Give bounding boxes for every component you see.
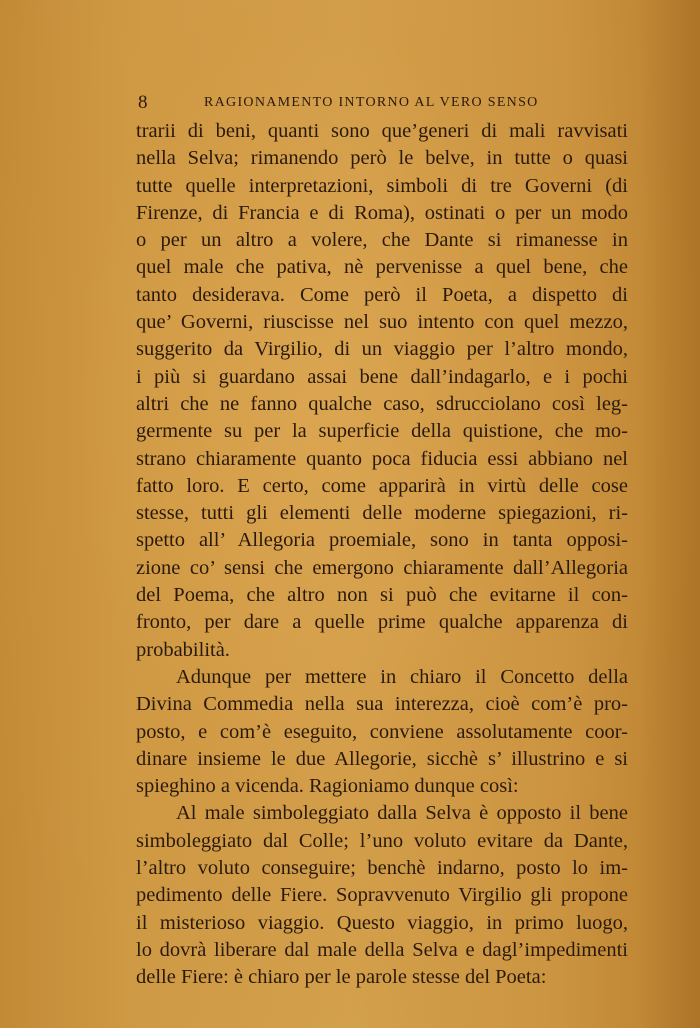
text-line: germente su per la superficie della quistione, che mo- — [136, 420, 628, 443]
running-head: RAGIONAMENTO INTORNO AL VERO SENSO — [204, 95, 539, 110]
paragraph-first-line: Al male simboleggiato dalla Selva è opposto il bene — [176, 802, 628, 825]
text-line: il misterioso viaggio. Questo viaggio, in primo luogo, — [136, 911, 628, 934]
text-line: fatto loro. E certo, come apparirà in virtù delle cose — [136, 474, 628, 497]
text-line: delle Fiere: è chiaro per le parole stesse del Poeta: — [136, 966, 547, 989]
paragraph-first-line: Adunque per mettere in chiaro il Concetto della — [176, 665, 628, 688]
paragraph-last-line: probabilità. — [136, 638, 230, 661]
paragraph-last-line: spieghino a vicenda. Ragioniamo dunque così: — [136, 775, 519, 798]
text-line: del Poema, che altro non si può che evitarne il con- — [136, 584, 628, 607]
text-line: pedimento delle Fiere. Sopravvenuto Virgilio gli propone — [136, 884, 628, 907]
text-line: quel male che pativa, nè pervenisse a quel bene, che — [136, 256, 628, 279]
page-number: 8 — [138, 92, 148, 113]
text-line: altri che ne fanno qualche caso, sdrucciolano così leg- — [136, 392, 628, 415]
text-line: que’ Governi, riuscisse nel suo intento con quel mezzo, — [136, 311, 628, 334]
text-line: l’altro voluto conseguire; benchè indarno, posto lo im- — [136, 857, 628, 880]
text-line: suggerito da Virgilio, di un viaggio per l’altro mondo, — [136, 338, 628, 361]
text-line: Divina Commedia nella sua interezza, cioè com’è pro- — [136, 693, 628, 716]
text-line: spetto all’ Allegoria proemiale, sono in tanta opposi- — [136, 529, 628, 552]
text-line: tanto desiderava. Come però il Poeta, a dispetto di — [136, 283, 628, 306]
text-line: nella Selva; rimanendo però le belve, in tutte o quasi — [136, 147, 628, 170]
text-line: simboleggiato dal Colle; l’uno voluto evitare da Dante, — [136, 829, 628, 852]
text-line: Firenze, di Francia e di Roma), ostinati o per un modo — [136, 201, 628, 224]
text-line: tutte quelle interpretazioni, simboli di tre Governi (di — [136, 174, 628, 197]
body-text — [136, 118, 628, 992]
text-line: lo dovrà liberare dal male della Selva e dagl’impedimenti — [136, 938, 628, 961]
text-line: dinare insieme le due Allegorie, sicchè s’ illustrino e si — [136, 747, 628, 770]
text-line: fronto, per dare a quelle prime qualche apparenza di — [136, 611, 628, 634]
text-line: stesse, tutti gli elementi delle moderne spiegazioni, ri- — [136, 502, 628, 525]
text-line: zione co’ sensi che emergono chiaramente dall’Allegoria — [136, 556, 628, 579]
page-header — [138, 92, 628, 114]
text-line: o per un altro a volere, che Dante si rimanesse in — [136, 229, 628, 252]
text-line: trarii di beni, quanti sono que’generi di mali ravvisati — [136, 120, 628, 142]
text-line: i più si guardano assai bene dall’indagarlo, e i pochi — [136, 365, 628, 388]
text-line: strano chiaramente quanto poca fiducia essi abbiano nel — [136, 447, 628, 470]
text-line: posto, e com’è eseguito, conviene assolutamente coor- — [136, 720, 628, 743]
